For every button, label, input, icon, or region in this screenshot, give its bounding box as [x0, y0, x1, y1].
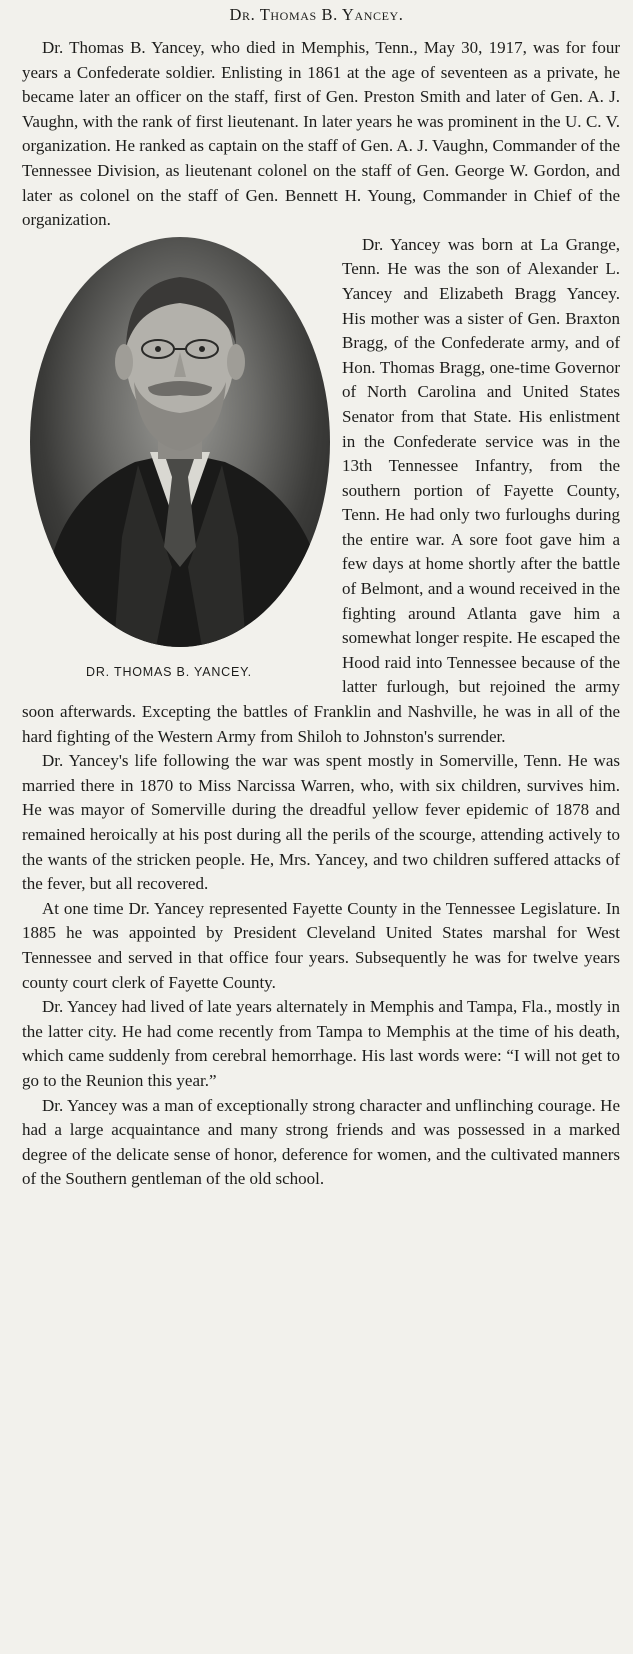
article-body — [22, 36, 620, 1192]
article-title: Dr. Thomas B. Yancey. — [229, 5, 404, 24]
paragraph-public-office: At one time Dr. Yancey represented Fayette County in the Tennessee Legislature. In 1885 he was appointed by President Cleveland United States marshal for West Tennessee and served in that office four years. Subsequently he was for twelve years county court clerk of Fayette County. — [22, 898, 620, 992]
paragraph-intro-1: Dr. Thomas B. Yancey, who died in Memphis, Tenn., May 30, 1917, was for four years a Confederate soldier. Enlisting in 1861 at the age of seventeen as a private, he became later an officer on the staff, first of Gen. Preston Smith and later of Gen. A. J. Vaughn, with the rank of first lieutenant. In later years he was prominent in the U. C. V. organization. He ranked as captain on the staff of Gen. A. J. Vaughn, Commander of the Tennessee Division, as lieutenant colonel on the staff of Gen. George W. Gordon, and later as colonel on the staff of Gen. Bennett H. Young, Commander in Chief of the organization. — [22, 38, 620, 230]
paragraph-death: Dr. Yancey had lived of late years alternately in Memphis and Tampa, Fla., mostly in the latter city. He had come recently from Tampa to Memphis at the time of his death, which came suddenly from cerebral hemorrhage. His last words were: “I will not get to go to the Reunion this year.” — [22, 997, 620, 1090]
portrait-figure — [0, 233, 338, 685]
portrait-illustration — [30, 237, 330, 647]
paragraph-character: Dr. Yancey was a man of exceptionally strong character and unflinching courage. He had a large acquaintance and many strong friends and was possessed in a marked degree of the delicate sense of honor, deference for women, and the cultivated manners of the Southern gentleman of the old school. — [22, 1095, 620, 1189]
portrait-caption: DR. THOMAS B. YANCEY. — [86, 664, 252, 679]
paragraph-birth-and-service: Dr. Yancey was born at La Grange, Tenn. He was the son of Alexander L. Yancey and Elizabeth Bragg Yancey. His mother was a sister of Gen. Braxton Bragg, of the Confederate army, and of Hon. Thomas Bragg, one-time Governor of North Carolina and United States Senator from that State. His enlistment in the Confederate service was in the 13th Tennessee Infantry, from the southern portion of Fayette County, Tenn. He had only two furloughs during the entire war. A sore foot gave him a few days at home shortly after the battle of Belmont, and a wound received in the fighting around Atlanta gave him a somewhat longer respite. He escaped the Hood raid into Tennessee because of the latter furlough, but rejoined the army soon afterwards. Excepting the battles of Franklin and Nashville, he was in all of the hard fighting of the Western Army from Shiloh to Johnston's surrender. — [22, 234, 620, 746]
paragraph-life-after-war: Dr. Yancey's life following the war was spent mostly in Somerville, Tenn. He was married there in 1870 to Miss Narcissa Warren, who, with six children, survives him. He was mayor of Somerville during the dreadful yellow fever epidemic of 1878 and remained heroically at his post during all the perils of the scourge, attending actively to the wants of the stricken people. He, Mrs. Yancey, and two children suffered attacks of the fever, but all recovered. — [22, 751, 620, 894]
portrait-photo — [30, 237, 330, 647]
